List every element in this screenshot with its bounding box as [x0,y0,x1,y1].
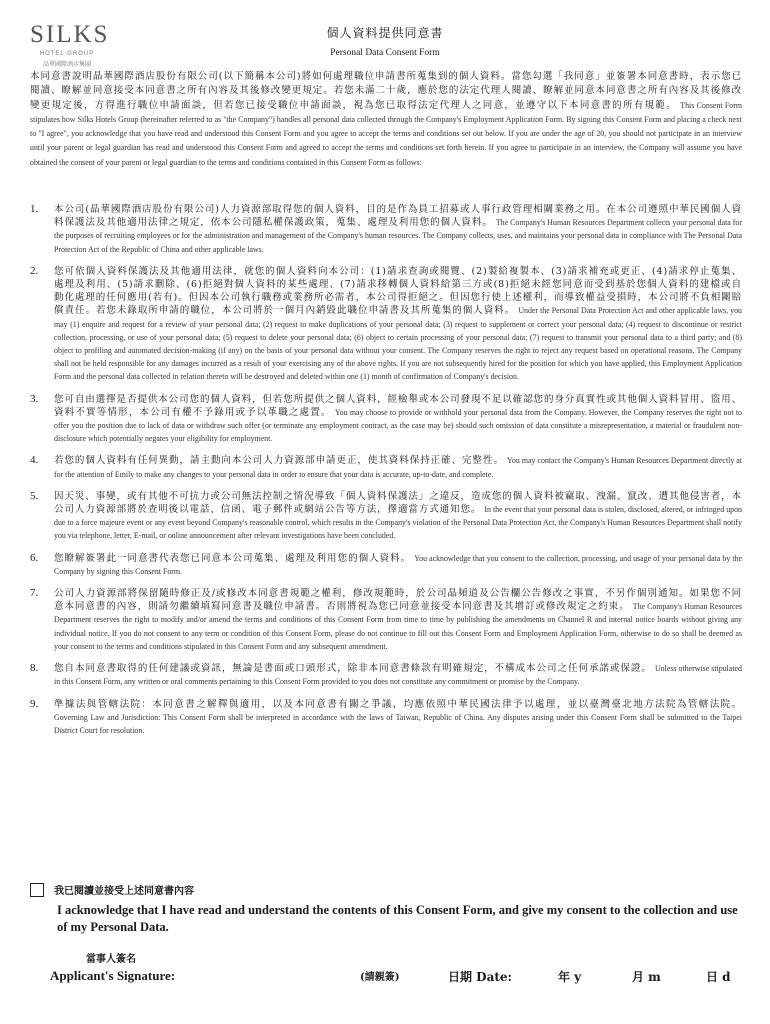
date-label: 日期 Date: [448,970,512,984]
clause-zh: 您自本同意書取得的任何建議或資訊，無論是書面或口頭形式，除非本同意書條款有明確規定，不構成本公司之任何承諾或保證。 [54,663,652,675]
consent-clauses [30,203,742,746]
clause-6 [30,552,742,578]
logo-subtitle-zh: 晶華國際酒店集團 [42,61,91,68]
signature-note: (請親簽) [360,972,400,983]
document-title-en: Personal Data Consent Form [330,48,440,58]
clause-en: In the event that your personal data is stolen, disclosed, altered, or infringed upon due to a force majeure event or any event beyond Company's reasonable control, which results in the Company's violation of the Personal Data Protection Act, the Company's Human Resources Department shall notify you via telephone, letter, E-mail, or online announcement after relevant investigations have been concluded. [54,505,742,541]
acknowledgement-row [30,882,742,897]
date-year-field: 年 y [558,970,582,984]
clause-3 [30,393,742,446]
clause-7 [30,587,742,653]
clause-zh: 您可依個人資料保護法及其他適用法律，就您的個人資料向本公司：(1)請求查詢或閱覽、(2)製給複製本、(3)請求補充或更正、(4)請求停止蒐集、處理及利用、(5)請求刪除、(6)拒絕對個人資料的某些處理、(7)請求移轉個人資料給第三方或(8)拒絕未經您同意而受到基於您個人資料的建檔或自動化處理的任何應用(若有)。但因本公司執行職務或業務所必需者，本公司得拒絕之。但因您行使上述權利，而導致權益受損時，本公司將不負相關賠償責任。若您未錄取所申請的職位，本公司將於一個月內銷毀此職位申請書及其所蒐集的個人資料。 [54,265,742,317]
clause-zh: 本公司(晶華國際酒店股份有限公司)人力資源部取得您的個人資料，目的是作為員工招募或人事行政管理相關業務之用。在本公司遵照中華民國個人資料保護法及其他適用法律之規定，依本公司隱私權保護政策，蒐集、處理及利用您的個人資料。 [54,204,742,229]
clause-1 [30,203,742,256]
signature-label-en: Applicant's Signature: [50,968,176,983]
clause-zh: 準據法與管轄法院：本同意書之解釋與適用，以及本同意書有關之爭議，均應依照中華民國法律予以處理，並以臺灣臺北地方法院為管轄法院。 [54,698,742,710]
clause-number: 1. [30,203,39,215]
clause-2 [30,265,742,384]
clause-9 [30,698,742,738]
intro-zh: 本同意書說明晶華國際酒店股份有限公司(以下簡稱本公司)將如何處理職位申請書所蒐集到的個人資料。當您勾選「我同意」並簽署本同意書時，表示您已閱讀、瞭解並同意接受本同意書之所有內容及其後修改變更規定。若您未滿二十歲，應於您的法定代理人閱讀、瞭解並同意本同意書之所有內容及其後修改變更規定後，方得進行職位申請面談，但若您已接受職位申請面談，視為您已取得法定代理人之同意，並遵守以下本同意書的所有規範。 [30,71,742,111]
clause-en: Unless otherwise stipulated in this Consent Form, any written or oral comments pertaining to this Consent Form provided to you does not constitute any commitment or promise by the Company. [54,664,742,687]
acknowledgement-zh: 我已閱讀並接受上述同意書內容 [54,886,194,897]
clause-zh: 您可自由選擇是否提供本公司您的個人資料，但若您所提供之個人資料，經檢舉或本公司發現不足以確認您的身分真實性或其他個人資料冒用、盜用、資料不實等情形，本公司有權不予錄用或予以革職之處置。 [54,393,742,418]
logo-subtitle: HOTEL GROUP [39,51,95,57]
intro-en: This Consent Form stipulates how Silks Hotels Group (hereinafter referred to as "the Company") handles all personal data collected through the Company's Employment Application Form. By signing this Consent Form and placing a check next to "I agree", you acknowledge that you have read and understood this Consent Form and you agree to accept the terms and conditions set out below. If you are under the age of 20, you should not participate in an interview until your parent or legal guardian has read and understood this Consent Form and agreed to accept the terms and conditions set forth herein. If you agree to participate in an interview, the Company will assume you have obtained the consent of your parent or legal guardian to the terms and conditions contained in this Consent Form as follows: [30,100,742,167]
clause-number: 8. [30,662,39,675]
acknowledgement-section [30,882,742,936]
date-month-field: 月 m [632,970,661,984]
document-header [0,21,770,58]
clause-en: You acknowledge that you consent to the collection, processing, and usage of your personal data by the Company by signing this Consent Form. [54,553,742,576]
clause-number: 2. [30,264,39,277]
clause-number: 6. [30,551,39,564]
agree-checkbox[interactable] [30,883,44,897]
acknowledgement-en: I acknowledge that I have read and understand the contents of this Consent Form, and give my consent to the collection and use of my Personal Data. [57,903,738,934]
clause-number: 5. [30,489,39,502]
clause-en: The Company's Human Resources Department collects your personal data for the purposes of recruiting employees or for the administration and management of the Company's human resources. The Company collects, uses, and maintains your personal data in compliance with The Personal Data Protection Act of the Republic of China and other applicable laws. [54,218,742,254]
clause-zh: 因天災、事變，或有其他不可抗力或公司無法控制之情況導致「個人資料保護法」之違反，造成您的個人資料被竊取、洩漏、竄改、遭其他侵害者，本公司人力資源部將於查明後以電話、信函、電子郵件或網站公告等方法，擇適當方式通知您。 [54,490,742,516]
date-day-field: 日 d [706,970,731,984]
clause-en: Under the Personal Data Protection Act and other applicable laws, you may (1) enquire and request for a review of your personal data; (2) request to make duplications of your personal data; (3) request to supplement or correct your personal data; (4) request to discontinue or restrict collection, processing, or use of your personal data; (5) request to delete your personal data; (6) object to certain processing of your personal data; (7) request to transmit your personal data to a third party; and (8) object to profiling and automated decision-making (if any) on the basis of your personal data without your consent. The Company reserves the right to reject any request based on operational reasons. The Company shall not be held responsible for any damages incurred as a result of your exercising any of the above rights. If you are not subsequently hired for the position for which you have applied, this Employment Application Form and the personal data collected in relation thereto will be destroyed and deleted within one (1) month of confirmation of Company's decision. [54,306,742,382]
clause-zh: 您瞭解簽署此一同意書代表您已同意本公司蒐集、處理及利用您的個人資料。 [54,552,412,564]
clause-en: You may contact the Company's Human Resources Department directly at for the attention of Emily to make any changes to your personal data in order to ensure that your data is accurate, up-to-date, and complete. [54,456,742,479]
clause-5 [30,490,742,543]
document-title-zh: 個人資料提供同意書 [326,26,444,40]
clause-en: You may choose to provide or withhold your personal data from the Company. However, the Company reserves the right not to offer you the position due to lack of data or withdraw such offer (or terminate any employment contract, as the case may be) should such omission of data constitute a misrepresentation, a material or fraudulent non-disclosure which potentially negates your eligibility for employment. [54,407,742,444]
clause-4 [30,454,742,480]
clause-number: 4. [30,454,39,467]
clause-number: 9. [30,697,39,710]
clause-en: Governing Law and Jurisdiction: This Consent Form shall be interpreted in accordance with the laws of Taiwan, Republic of China. Any disputes arising under this Consent Form shall be submitted to the Taipei District Court for resolution. [54,712,742,735]
clause-zh: 若您的個人資料有任何異動，請主動向本公司人力資源部申請更正，使其資料保持正確、完整性。 [54,455,504,467]
clause-number: 3. [30,392,39,405]
clause-zh: 公司人力資源部將保留隨時修正及/或修改本同意書規範之權利，修改規範時，於公司晶頻道及公告欄公告修改之事實，不另作個別通知。如果您不同意本同意書的內容，則請勿繼續填寫同意書及職位申請書。否則將視為您已同意並接受本同意書及其增訂或修改規定之約束。 [54,588,742,613]
signature-label-zh: 當事人簽名 [86,954,136,965]
logo-mark: SILKS [30,21,110,48]
clause-number: 7. [30,587,39,600]
clause-en: The Company's Human Resources Department reserves the right to modify and/or amend the terms and conditions of this Consent Form from time to time by publishing the amendments on Channel R and internal notice boards without giving any individual notice. If you do not consent to any term or condition of this Consent Form, please do not continue to fill out this Consent Form and Employment Application Form, otherwise to do so shall be deemed as your consent to the terms and conditions stipulated in this Consent Form and any subsequent amendment. [54,602,742,651]
signature-section [30,950,742,990]
clause-8 [30,662,742,688]
intro-paragraph [30,70,742,170]
